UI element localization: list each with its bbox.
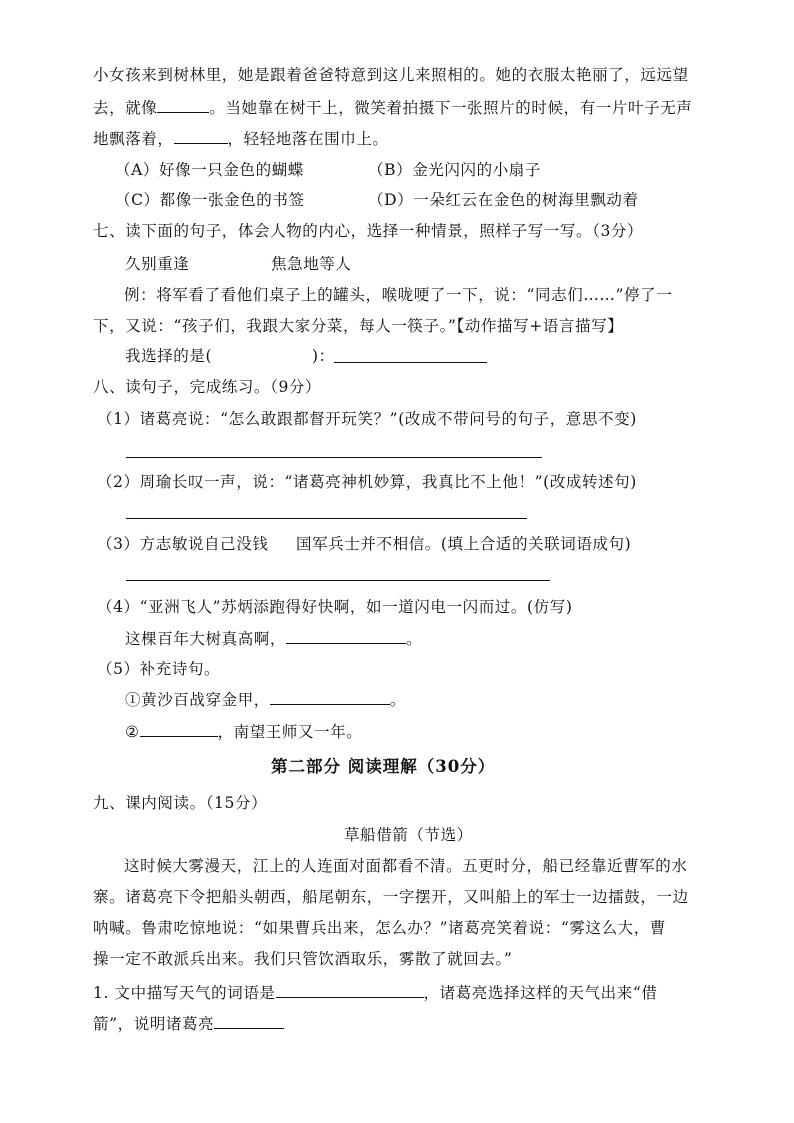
poem-end: 。	[389, 691, 407, 709]
q9-title: 九、课内阅读。（15分）	[93, 794, 268, 812]
q8-item-4-prompt	[125, 629, 422, 649]
q7-choice-suffix: )：	[312, 347, 335, 365]
passage-text: 。当她靠在树干上，微笑着拍摄下一张照片的时候，有一片叶子无声	[209, 99, 693, 117]
option-b: （B）金光闪闪的小扇子	[368, 161, 541, 179]
q8-answer-line-1[interactable]	[126, 457, 542, 458]
prompt-end: 。	[406, 630, 423, 648]
q8-item-3a: （3）方志敏说自己没钱	[97, 535, 269, 553]
reading-line-1: 这时候大雾漫天，江上的人连面对面都看不清。五更时分，船已经靠近曹军的水	[124, 857, 688, 875]
q7-scene-2: 焦急地等人	[271, 255, 352, 273]
q8-item-3b: 国军兵士并不相信。(填上合适的关联词语成句)	[296, 535, 632, 553]
q7-title: 七、读下面的句子，体会人物的内心，选择一种情景，照样子写一写。（3分）	[93, 222, 644, 240]
fill-blank[interactable]	[214, 1014, 284, 1029]
q8-item-4: （4）“亚洲飞人”苏炳添跑得好快啊，如一道闪电一闪而过。(仿写)	[97, 598, 573, 616]
reading-line-4: 操一定不敢派兵出来。我们只管饮酒取乐，雾散了就回去。”	[93, 950, 513, 968]
passage-text: 去，就像	[93, 99, 158, 117]
q8-answer-line-2[interactable]	[126, 518, 527, 519]
passage-text: ，轻轻地落在围巾上。	[227, 130, 389, 148]
option-a: （A）好像一只金色的蝴蝶	[115, 161, 304, 179]
fill-blank[interactable]	[174, 129, 228, 144]
passage-line-2	[93, 98, 692, 118]
passage-title: 草船借箭（节选）	[344, 826, 473, 844]
q8-poem-2	[125, 722, 362, 742]
option-d: （D）一朵红云在金色的树海里飘动着	[368, 191, 639, 209]
passage-line-1: 小女孩来到树林里，她是跟着爸爸特意到这儿来照相的。她的衣服太艳丽了，远远望	[93, 66, 689, 84]
fill-blank[interactable]	[140, 722, 218, 737]
q7-example-1: 例：将军看了看他们桌子上的罐头，喉咙哽了一下，说：“同志们……”停了一	[124, 286, 673, 304]
q8-item-5: （5）补充诗句。	[97, 660, 221, 678]
part2-heading: 第二部分 阅读理解（30分）	[271, 757, 496, 776]
fill-blank[interactable]	[157, 98, 209, 113]
option-c: （C）都像一张金色的书签	[115, 191, 305, 209]
q8-title: 八、读句子，完成练习。（9分）	[93, 378, 322, 396]
q7-answer-line[interactable]	[334, 362, 487, 363]
passage-text: 地飘落着，	[93, 130, 174, 148]
question-text: 1. 文中描写天气的词语是	[93, 984, 276, 1002]
poem-text: ①黄沙百战穿金甲，	[125, 691, 270, 709]
passage-line-3	[93, 129, 389, 149]
reading-line-3: 呐喊。鲁肃吃惊地说：“如果曹兵出来，怎么办？”诸葛亮笑着说：“雾这么大，曹	[93, 919, 666, 937]
reading-question-1-cont	[93, 1014, 284, 1034]
fill-blank[interactable]	[270, 690, 390, 705]
prompt-text: 这棵百年大树真高啊，	[125, 630, 287, 648]
q8-answer-line-3[interactable]	[126, 580, 550, 581]
q8-poem-1	[125, 690, 406, 710]
fill-blank[interactable]	[286, 629, 406, 644]
reading-line-2: 寨。诸葛亮下令把船头朝西，船尾朝东，一字摆开，又叫船上的军士一边擂鼓，一边	[93, 888, 689, 906]
q7-scene-1: 久别重逢	[125, 255, 190, 273]
poem-start: ②	[125, 723, 140, 741]
q8-item-1: （1）诸葛亮说：“怎么敢跟都督开玩笑？”(改成不带问号的句子，意思不变)	[97, 410, 637, 428]
question-text: 箭”，说明诸葛亮	[93, 1015, 215, 1033]
reading-question-1	[93, 983, 657, 1003]
q7-example-2: 下，又说：“孩子们，我跟大家分菜，每人一筷子。”【动作描写+语言描写】	[93, 317, 624, 335]
q8-item-2: （2）周瑜长叹一声，说：“诸葛亮神机妙算，我真比不上他！”(改成转述句)	[97, 473, 637, 491]
question-text: ，诸葛亮选择这样的天气出来“借	[423, 984, 658, 1002]
poem-text: ，南望王师又一年。	[217, 723, 363, 741]
fill-blank[interactable]	[276, 983, 424, 998]
q7-choice-prefix: 我选择的是(	[125, 347, 213, 365]
